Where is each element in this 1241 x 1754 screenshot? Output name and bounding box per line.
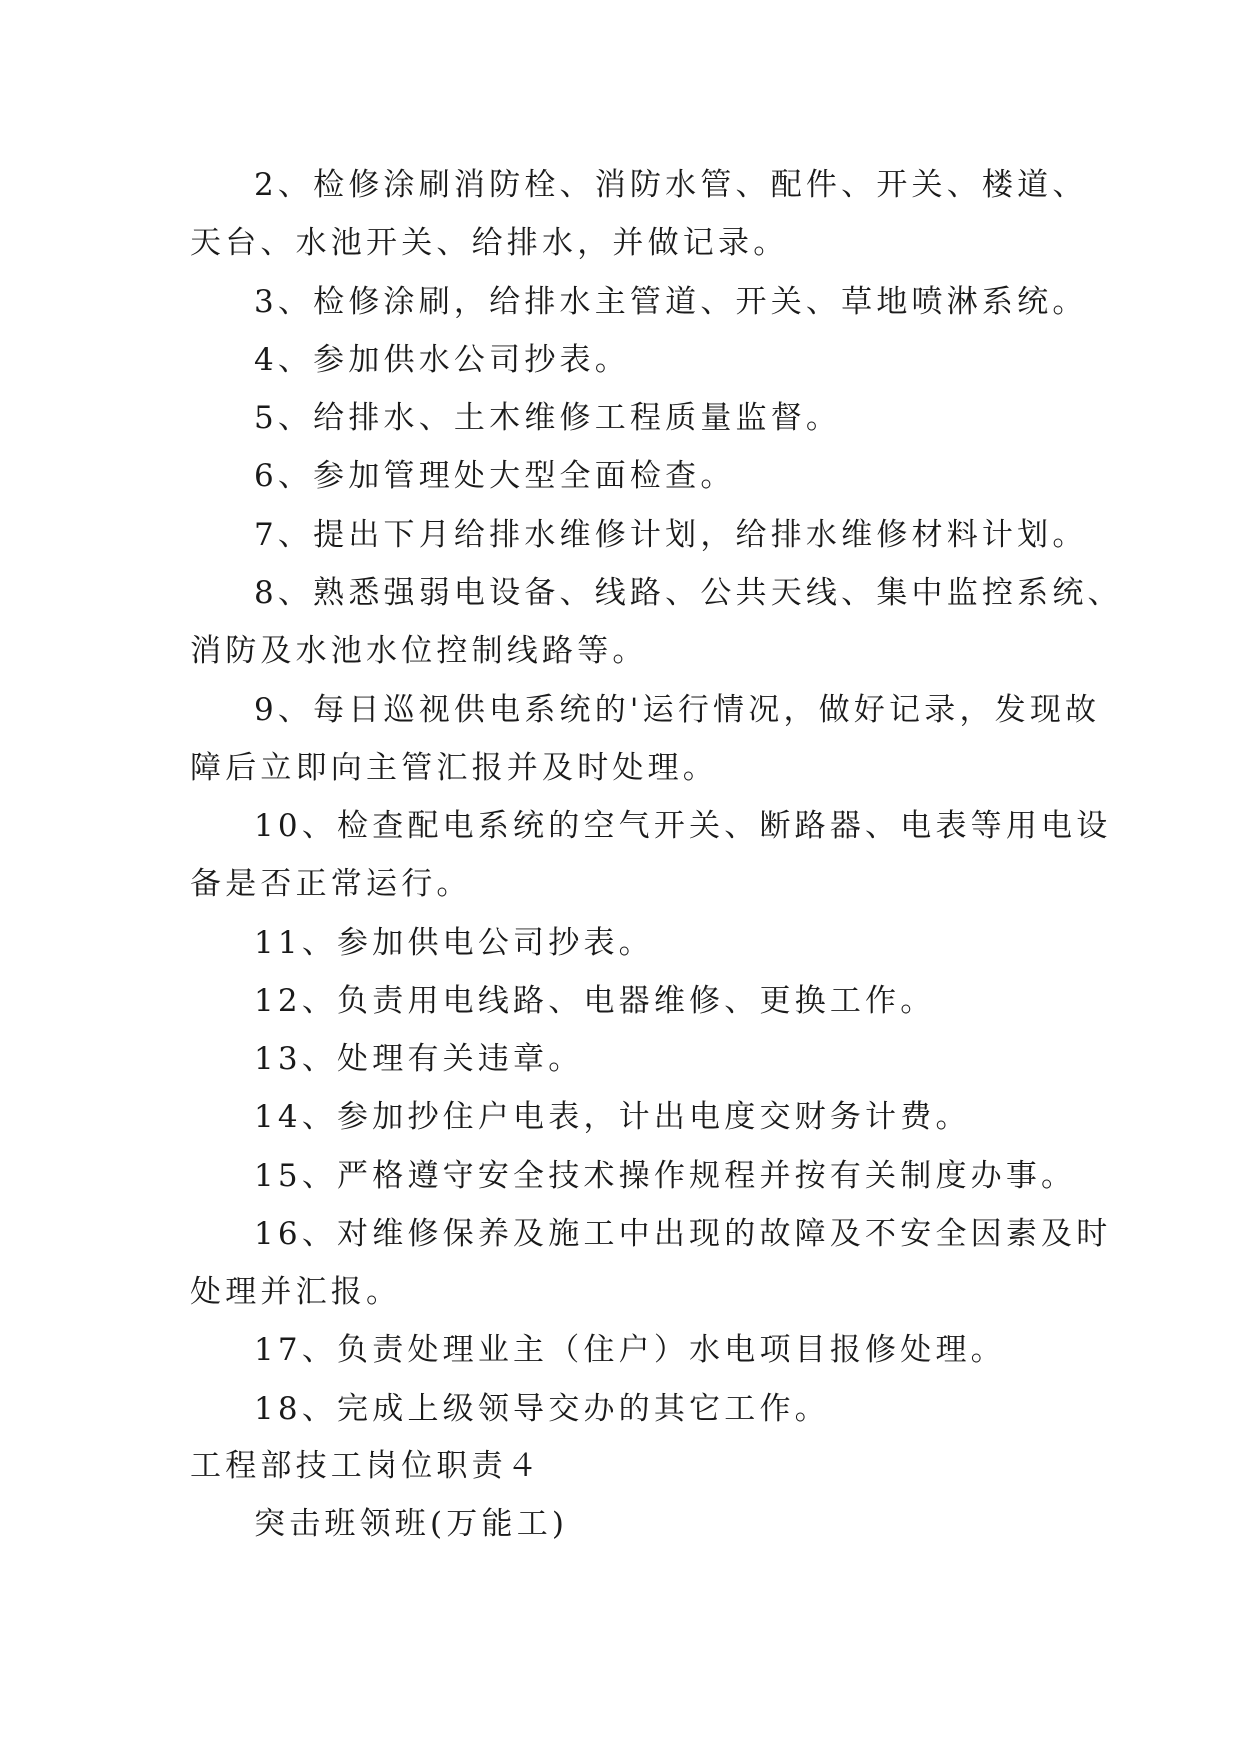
text-line: 16、对维修保养及施工中出现的故障及不安全因素及时 xyxy=(254,1216,1112,1252)
text-line: 5、给排水、土木维修工程质量监督。 xyxy=(254,400,842,436)
section-heading: 工程部技工岗位职责４ xyxy=(190,1448,542,1484)
text-line: 18、完成上级领导交办的其它工作。 xyxy=(254,1391,830,1427)
text-line: 7、提出下月给排水维修计划，给排水维修材料计划。 xyxy=(254,517,1088,553)
text-line: 15、严格遵守安全技术操作规程并按有关制度办事。 xyxy=(254,1158,1077,1194)
text-line: 消防及水池水位控制线路等。 xyxy=(190,633,648,669)
text-line: 处理并汇报。 xyxy=(190,1274,402,1310)
text-line: 12、负责用电线路、电器维修、更换工作。 xyxy=(254,983,936,1019)
text-line: 17、负责处理业主（住户）水电项目报修处理。 xyxy=(254,1332,1006,1368)
subheading: 突击班领班(万能工) xyxy=(254,1506,569,1542)
text-line: 13、处理有关违章。 xyxy=(254,1041,584,1077)
text-line: 2、检修涂刷消防栓、消防水管、配件、开关、楼道、 xyxy=(254,167,1088,203)
text-line: 4、参加供水公司抄表。 xyxy=(254,342,630,378)
text-line: 3、检修涂刷，给排水主管道、开关、草地喷淋系统。 xyxy=(254,284,1088,320)
text-line: 11、参加供电公司抄表。 xyxy=(254,925,654,961)
text-line: 10、检查配电系统的空气开关、断路器、电表等用电设 xyxy=(254,808,1112,844)
text-line: 9、每日巡视供电系统的'运行情况，做好记录，发现故 xyxy=(254,692,1101,728)
text-line: 障后立即向主管汇报并及时处理。 xyxy=(190,750,718,786)
text-line: 14、参加抄住户电表，计出电度交财务计费。 xyxy=(254,1099,971,1135)
text-line: 备是否正常运行。 xyxy=(190,866,472,902)
text-line: 天台、水池开关、给排水，并做记录。 xyxy=(190,225,789,261)
text-line: 8、熟悉强弱电设备、线路、公共天线、集中监控系统、 xyxy=(254,575,1123,611)
text-line: 6、参加管理处大型全面检查。 xyxy=(254,458,736,494)
